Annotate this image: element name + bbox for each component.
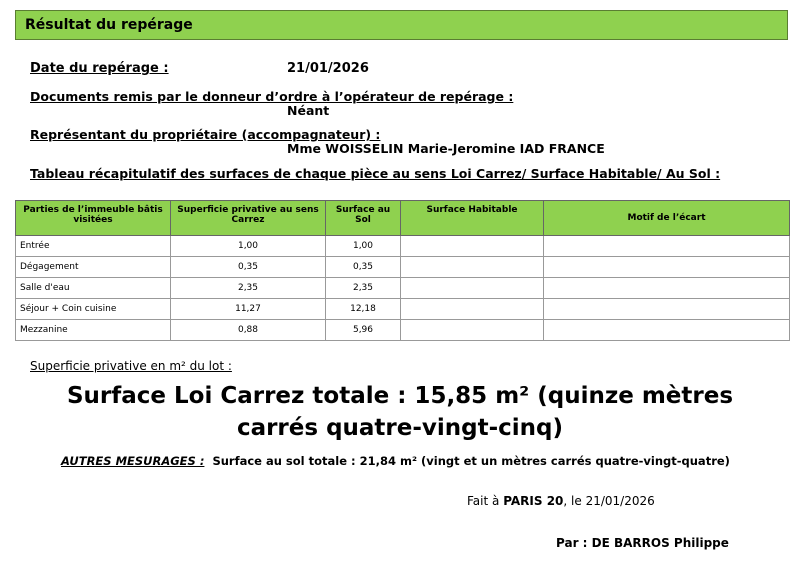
table-cell	[544, 278, 790, 299]
table-cell: Séjour + Coin cuisine	[16, 299, 171, 320]
column-header: Motif de l’écart	[544, 201, 790, 236]
column-header: Surface Habitable	[401, 201, 544, 236]
fait-city: PARIS 20	[503, 494, 564, 508]
fait-prefix: Fait à	[467, 494, 504, 508]
total-carrez	[0, 380, 800, 444]
table-row	[16, 299, 790, 320]
table-cell: Salle d'eau	[16, 278, 171, 299]
table-cell: 0,35	[171, 257, 326, 278]
representant-label: Représentant du propriétaire (accompagnateur) :	[30, 127, 381, 142]
documents-label: Documents remis par le donneur d’ordre à l’opérateur de repérage :	[30, 89, 514, 104]
section-header: Résultat du repérage	[15, 10, 788, 40]
column-header: Superficie privative au sens Carrez	[171, 201, 326, 236]
table-cell	[401, 257, 544, 278]
autres-mesurages	[61, 454, 730, 468]
autres-text: Surface au sol totale : 21,84 m² (vingt et un mètres carrés quatre-vingt-quatre)	[212, 454, 730, 468]
table-cell: 0,88	[171, 320, 326, 341]
table-header-row	[16, 201, 790, 236]
table-cell: Dégagement	[16, 257, 171, 278]
autres-label: AUTRES MESURAGES :	[61, 454, 205, 468]
fait-a	[467, 494, 655, 508]
table-cell	[401, 278, 544, 299]
superficie-label: Superficie privative en m² du lot :	[30, 359, 232, 373]
table-cell: 5,96	[326, 320, 401, 341]
total-line-2: carrés quatre-vingt-cinq)	[236, 415, 564, 441]
surfaces-table	[15, 200, 790, 341]
table-cell	[401, 320, 544, 341]
tableau-title: Tableau récapitulatif des surfaces de chaque pièce au sens Loi Carrez/ Surface Habitable/ Au Sol :	[30, 166, 721, 181]
documents-value: Néant	[287, 103, 330, 118]
date-label: Date du repérage :	[30, 61, 169, 76]
table-cell	[401, 236, 544, 257]
table-row	[16, 236, 790, 257]
table-row	[16, 278, 790, 299]
column-header: Surface au Sol	[326, 201, 401, 236]
table-cell	[544, 320, 790, 341]
fait-date: 21/01/2026	[585, 494, 655, 508]
table-cell: 2,35	[171, 278, 326, 299]
table-cell: 1,00	[326, 236, 401, 257]
date-value: 21/01/2026	[287, 61, 369, 76]
representant-value: Mme WOISSELIN Marie-Jeromine IAD FRANCE	[287, 141, 605, 156]
table-cell	[401, 299, 544, 320]
table-cell: 0,35	[326, 257, 401, 278]
table-cell: 12,18	[326, 299, 401, 320]
table-cell: 2,35	[326, 278, 401, 299]
column-header: Parties de l’immeuble bâtis visitées	[16, 201, 171, 236]
signature-par: Par : DE BARROS Philippe	[556, 536, 729, 550]
table-row	[16, 320, 790, 341]
table-cell: Entrée	[16, 236, 171, 257]
table-cell: Mezzanine	[16, 320, 171, 341]
table-cell	[544, 257, 790, 278]
total-line-1: Surface Loi Carrez totale : 15,85 m² (quinze mètres	[66, 383, 734, 409]
table-cell: 1,00	[171, 236, 326, 257]
fait-middle: , le	[563, 494, 586, 508]
table-cell: 11,27	[171, 299, 326, 320]
table-row	[16, 257, 790, 278]
table-cell	[544, 299, 790, 320]
table-cell	[544, 236, 790, 257]
